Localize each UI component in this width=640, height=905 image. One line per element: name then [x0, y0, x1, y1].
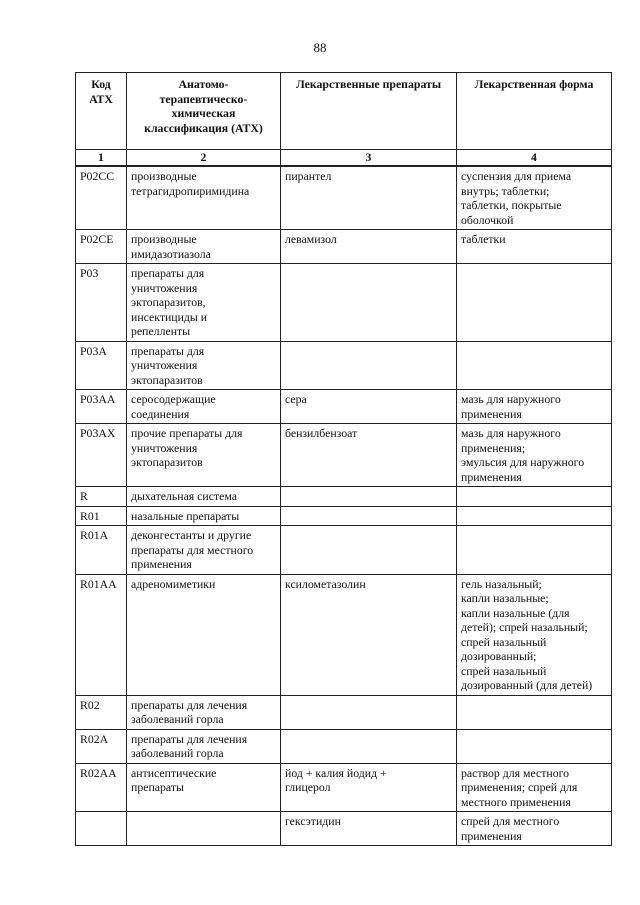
cell-drug: сера	[281, 390, 457, 424]
cell-code: P02CE	[76, 230, 127, 264]
cell-form	[457, 341, 612, 390]
cell-code: P03AX	[76, 424, 127, 487]
table-row	[76, 574, 612, 695]
cell-drug	[281, 526, 457, 575]
cell-form: спрей для местного применения	[457, 812, 612, 846]
table-row	[76, 424, 612, 487]
cell-code: R02A	[76, 729, 127, 763]
cell-form: мазь для наружного применения	[457, 390, 612, 424]
cell-classification: производные имидазотиазола	[127, 230, 281, 264]
cell-form	[457, 729, 612, 763]
cell-classification: производные тетрагидропиримидина	[127, 166, 281, 230]
cell-drug	[281, 506, 457, 526]
table-row	[76, 506, 612, 526]
cell-classification: серосодержащие соединения	[127, 390, 281, 424]
cell-drug	[281, 487, 457, 507]
column-number: 4	[457, 150, 612, 167]
cell-drug: бензилбензоат	[281, 424, 457, 487]
cell-classification	[127, 812, 281, 846]
cell-drug	[281, 264, 457, 342]
cell-code	[76, 812, 127, 846]
column-number: 1	[76, 150, 127, 167]
cell-drug: гексэтидин	[281, 812, 457, 846]
table-row	[76, 230, 612, 264]
cell-code: P03A	[76, 341, 127, 390]
cell-classification: назальные препараты	[127, 506, 281, 526]
cell-classification: препараты для уничтожения эктопаразитов	[127, 341, 281, 390]
header-drugs: Лекарственные препараты	[281, 73, 457, 150]
cell-code: P03	[76, 264, 127, 342]
table-row	[76, 341, 612, 390]
cell-classification: адреномиметики	[127, 574, 281, 695]
cell-code: R01AA	[76, 574, 127, 695]
table-row	[76, 390, 612, 424]
column-number: 2	[127, 150, 281, 167]
table-row	[76, 526, 612, 575]
table-row	[76, 695, 612, 729]
cell-drug	[281, 729, 457, 763]
table-row	[76, 166, 612, 230]
cell-form	[457, 695, 612, 729]
cell-form	[457, 526, 612, 575]
cell-form: мазь для наружного применения; эмульсия для наружного применения	[457, 424, 612, 487]
page-number: 88	[313, 40, 327, 55]
cell-drug: пирантел	[281, 166, 457, 230]
table-row	[76, 264, 612, 342]
cell-classification: антисептические препараты	[127, 763, 281, 812]
cell-code: P02CC	[76, 166, 127, 230]
cell-code: R	[76, 487, 127, 507]
cell-code: R01	[76, 506, 127, 526]
cell-code: P03AA	[76, 390, 127, 424]
column-number: 3	[281, 150, 457, 167]
cell-classification: препараты для уничтожения эктопаразитов, инсектициды и репелленты	[127, 264, 281, 342]
cell-code: R02AA	[76, 763, 127, 812]
cell-classification: деконгестанты и другие препараты для местного применения	[127, 526, 281, 575]
cell-form: гель назальный; капли назальные; капли назальные (для детей); спрей назальный; спрей назальный дозированный; спрей назальный дозированный (для детей)	[457, 574, 612, 695]
cell-drug	[281, 341, 457, 390]
table-row	[76, 812, 612, 846]
cell-classification: препараты для лечения заболеваний горла	[127, 695, 281, 729]
cell-drug	[281, 695, 457, 729]
header-form: Лекарственная форма	[457, 73, 612, 150]
header-code: Код АТХ	[76, 73, 127, 150]
cell-form: таблетки	[457, 230, 612, 264]
cell-code: R01A	[76, 526, 127, 575]
table-header-row	[76, 73, 612, 150]
cell-drug: левамизол	[281, 230, 457, 264]
cell-classification: дыхательная система	[127, 487, 281, 507]
cell-classification: препараты для лечения заболеваний горла	[127, 729, 281, 763]
table-row	[76, 729, 612, 763]
cell-code: R02	[76, 695, 127, 729]
cell-classification: прочие препараты для уничтожения эктопаразитов	[127, 424, 281, 487]
column-number-row	[76, 150, 612, 167]
table-row	[76, 487, 612, 507]
table-row	[76, 763, 612, 812]
cell-form: раствор для местного применения; спрей для местного применения	[457, 763, 612, 812]
cell-form	[457, 487, 612, 507]
cell-form	[457, 264, 612, 342]
atx-drug-table	[75, 72, 612, 846]
cell-drug: ксилометазолин	[281, 574, 457, 695]
cell-form: суспензия для приема внутрь; таблетки; таблетки, покрытые оболочкой	[457, 166, 612, 230]
header-classification: Анатомо- терапевтическо- химическая классификация (АТХ)	[127, 73, 281, 150]
cell-form	[457, 506, 612, 526]
cell-drug: йод + калия йодид + глицерол	[281, 763, 457, 812]
